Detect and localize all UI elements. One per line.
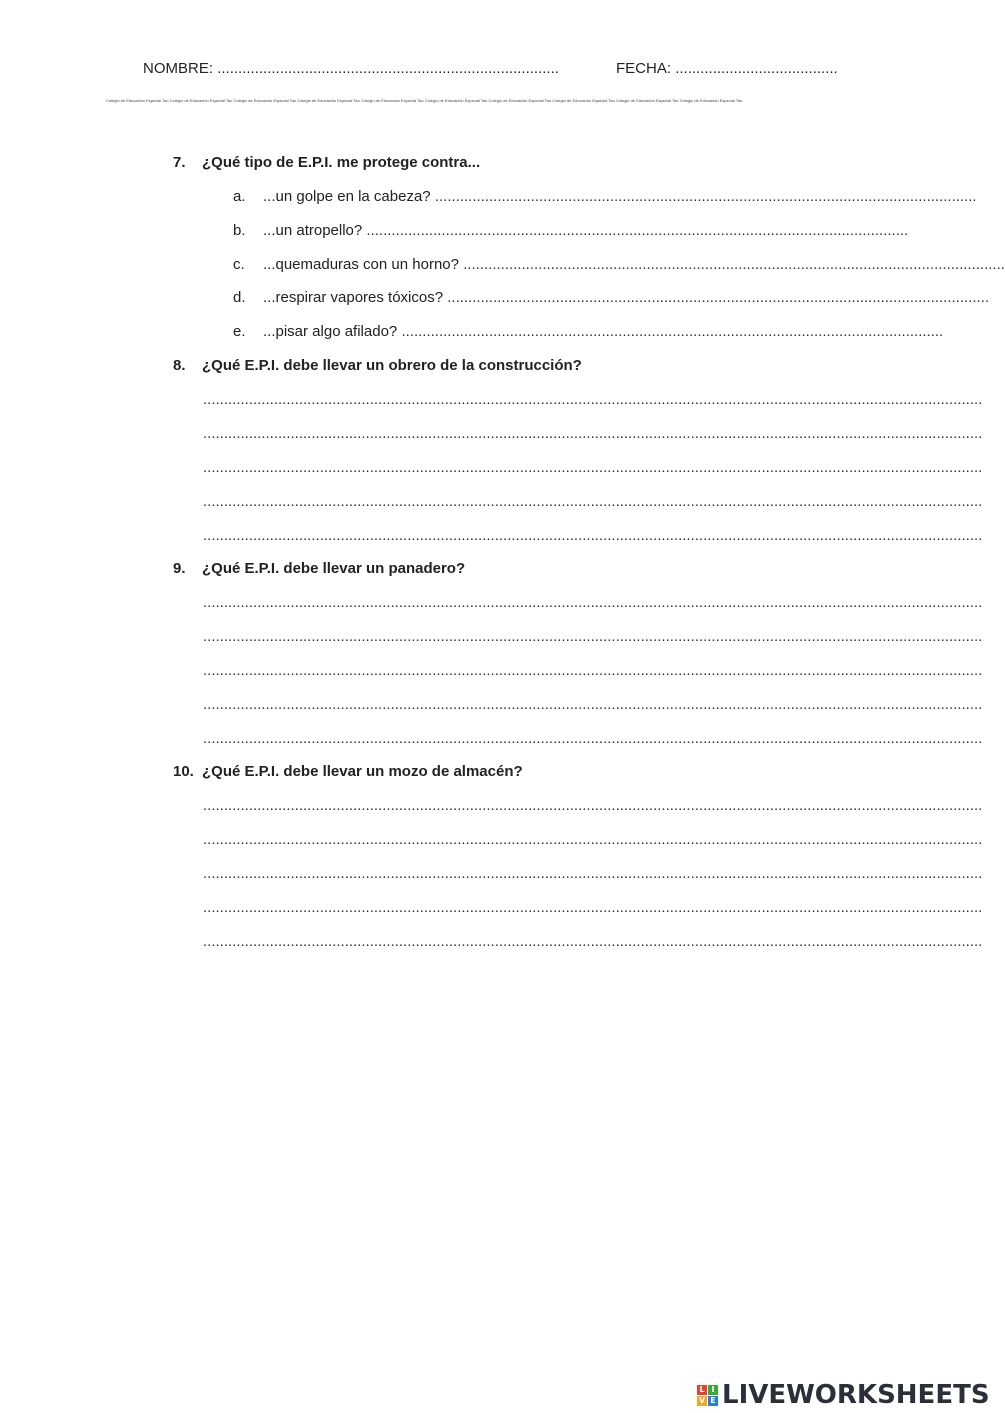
- question-10: [173, 763, 523, 780]
- fecha-label: FECHA:: [616, 60, 672, 77]
- answer-dots: ..................................................................................................................................: [447, 289, 990, 306]
- item-letter: a.: [233, 188, 246, 205]
- answer-line[interactable]: ...........................................................................................................................................................................................: [203, 459, 983, 476]
- answer-item-a[interactable]: [233, 188, 977, 208]
- answer-line[interactable]: ...........................................................................................................................................................................................: [203, 899, 983, 916]
- question-text: ¿Qué tipo de E.P.I. me protege contra...: [202, 154, 481, 171]
- item-text: ...respirar vapores tóxicos?: [263, 289, 444, 306]
- answer-item-b[interactable]: [233, 222, 909, 242]
- answer-dots: ..................................................................................................................................: [434, 188, 977, 205]
- answer-line[interactable]: ...........................................................................................................................................................................................: [203, 831, 983, 848]
- question-text: ¿Qué E.P.I. debe llevar un mozo de almacén?: [202, 763, 523, 780]
- header: [143, 60, 855, 82]
- answer-dots: ..................................................................................................................................: [366, 222, 909, 239]
- nombre-label: NOMBRE:: [143, 60, 214, 77]
- question-text: ¿Qué E.P.I. debe llevar un obrero de la construcción?: [202, 357, 582, 374]
- answer-line[interactable]: ...........................................................................................................................................................................................: [203, 797, 983, 814]
- nombre-dots: ..................................................................................: [217, 60, 559, 77]
- question-9: [173, 560, 465, 577]
- item-text: ...un atropello?: [263, 222, 363, 239]
- item-text: ...quemaduras con un horno?: [263, 256, 459, 273]
- logo-mark-letter: E: [708, 1396, 718, 1406]
- school-banner: Colegio de Educación Especial Tao Colegio de Educación Especial Tao Colegio de Educación Especial Tao Colegio de Educación Especial Tao Colegio de Educación Especial Tao Colegio de Educación Especial Tao Colegio de Educación Especial Tao Colegio de Educación Especial Tao Colegio de Educación Especial Tao Colegio de Educación Especial Tao: [106, 98, 743, 103]
- answer-line[interactable]: ...........................................................................................................................................................................................: [203, 493, 983, 510]
- logo-mark-letter: I: [708, 1385, 718, 1395]
- answer-line[interactable]: ...........................................................................................................................................................................................: [203, 425, 983, 442]
- question-number: 8.: [173, 357, 186, 374]
- question-number: 10.: [173, 763, 194, 780]
- question-number: 9.: [173, 560, 186, 577]
- item-letter: e.: [233, 323, 246, 340]
- item-text: ...pisar algo afilado?: [263, 323, 398, 340]
- fecha-dots: .......................................: [675, 60, 838, 77]
- answer-line[interactable]: ...........................................................................................................................................................................................: [203, 391, 983, 408]
- logo-mark-letter: L: [697, 1385, 707, 1395]
- logo-mark-letter: V: [698, 1396, 706, 1405]
- item-letter: c.: [233, 256, 245, 273]
- answer-dots: ..................................................................................................................................: [401, 323, 944, 340]
- answer-dots: ..................................................................................................................................: [463, 256, 1005, 273]
- answer-line[interactable]: ...........................................................................................................................................................................................: [203, 730, 983, 747]
- fecha-field[interactable]: [616, 60, 838, 77]
- answer-line[interactable]: ...........................................................................................................................................................................................: [203, 527, 983, 544]
- item-letter: b.: [233, 222, 246, 239]
- answer-item-e[interactable]: [233, 323, 944, 343]
- question-number: 7.: [173, 154, 186, 171]
- question-7: [173, 154, 480, 171]
- answer-item-d[interactable]: [233, 289, 990, 309]
- question-text: ¿Qué E.P.I. debe llevar un panadero?: [202, 560, 466, 577]
- item-letter: d.: [233, 289, 246, 306]
- nombre-field[interactable]: [143, 60, 559, 77]
- answer-line[interactable]: ...........................................................................................................................................................................................: [203, 628, 983, 645]
- answer-line[interactable]: ...........................................................................................................................................................................................: [203, 594, 983, 611]
- answer-line[interactable]: ...........................................................................................................................................................................................: [203, 865, 983, 882]
- answer-line[interactable]: ...........................................................................................................................................................................................: [203, 696, 983, 713]
- answer-item-c[interactable]: [233, 256, 1005, 276]
- logo-text: LIVEWORKSHEETS: [722, 1380, 990, 1410]
- answer-line[interactable]: ...........................................................................................................................................................................................: [203, 933, 983, 950]
- liveworksheets-logo: [697, 1378, 990, 1412]
- question-8: [173, 357, 582, 374]
- logo-mark-icon: [697, 1385, 718, 1406]
- item-text: ...un golpe en la cabeza?: [263, 188, 431, 205]
- answer-line[interactable]: ...........................................................................................................................................................................................: [203, 662, 983, 679]
